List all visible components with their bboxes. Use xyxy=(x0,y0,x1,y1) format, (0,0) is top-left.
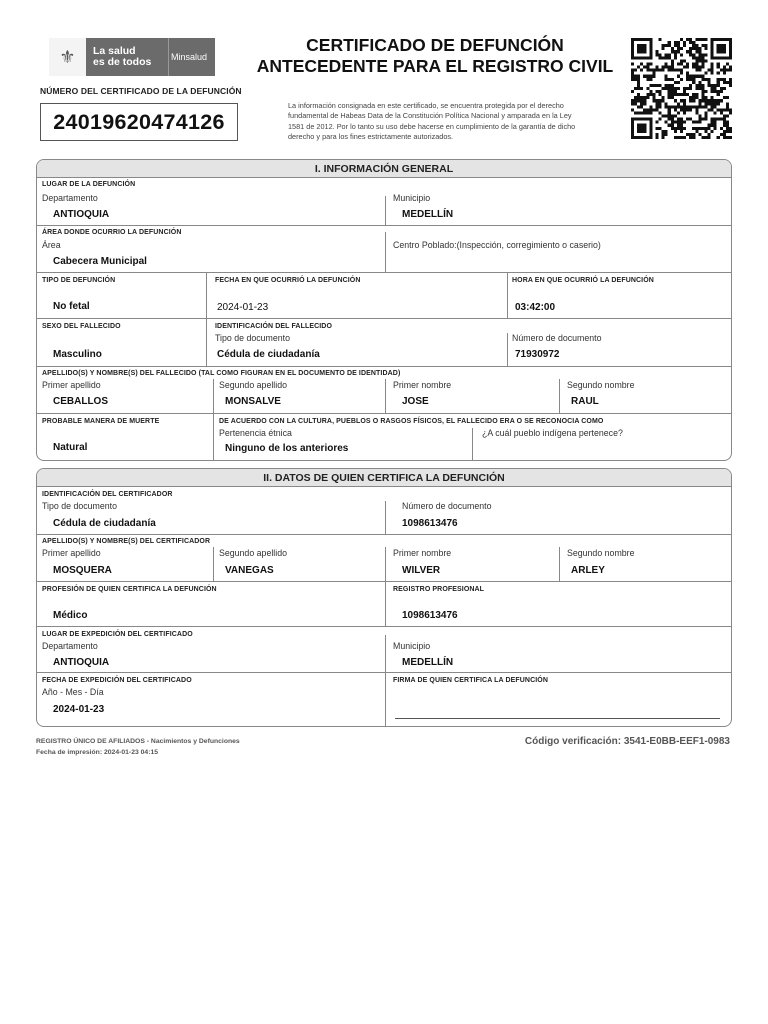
issue-date-value: 2024-01-23 xyxy=(53,704,105,715)
death-date-label: FECHA EN QUE OCURRIÓ LA DEFUNCIÓN xyxy=(215,277,361,284)
document-number-label: Número de documento xyxy=(402,501,492,511)
row-area xyxy=(37,226,731,273)
professional-registry-value: 1098613476 xyxy=(402,610,458,621)
page-title xyxy=(250,35,620,77)
sex-label: SEXO DEL FALLECIDO xyxy=(42,323,121,330)
area-label: Área xyxy=(42,240,61,250)
profession-value: Médico xyxy=(53,610,88,621)
second-name-label: Segundo nombre xyxy=(567,380,635,390)
divider xyxy=(385,582,386,626)
print-date: Fecha de impresión: 2024-01-23 04:15 xyxy=(36,749,159,756)
second-surname-label: Segundo apellido xyxy=(219,380,287,390)
divider xyxy=(385,547,386,581)
divider xyxy=(213,379,214,413)
date-format-label: Año - Mes - Día xyxy=(42,687,104,697)
department-label: Departamento xyxy=(42,641,98,651)
deceased-names-label: APELLIDO(S) Y NOMBRE(S) DEL FALLECIDO (TAL COMO FIGURAN EN EL DOCUMENTO DE IDENTIDAD) xyxy=(42,370,401,377)
logo-line2: es de todos xyxy=(93,56,152,68)
minsalud-logo xyxy=(49,38,215,76)
document-type-label: Tipo de documento xyxy=(42,501,117,511)
culture-label: DE ACUERDO CON LA CULTURA, PUEBLOS O RASGOS FÍSICOS, EL FALLECIDO ERA O SE RECONOCIA COMO xyxy=(219,418,604,425)
deceased-id-label: IDENTIFICACIÓN DEL FALLECIDO xyxy=(215,323,333,330)
section-general-info xyxy=(36,159,732,461)
certificate-number-label: NÚMERO DEL CERTIFICADO DE LA DEFUNCIÓN xyxy=(40,86,242,96)
divider xyxy=(507,333,508,366)
divider xyxy=(385,501,386,534)
professional-registry-label: REGISTRO PROFESIONAL xyxy=(393,586,485,593)
divider xyxy=(472,428,473,460)
row-manner-ethnicity xyxy=(37,414,731,460)
second-name-label: Segundo nombre xyxy=(567,548,635,558)
first-surname-label: Primer apellido xyxy=(42,548,101,558)
divider xyxy=(559,379,560,413)
document-type-label: Tipo de documento xyxy=(215,333,290,343)
second-surname-value: VANEGAS xyxy=(225,565,274,576)
first-name-label: Primer nombre xyxy=(393,380,452,390)
section-title: I. INFORMACIÓN GENERAL xyxy=(37,160,731,178)
divider xyxy=(206,273,207,318)
municipality-value: MEDELLÍN xyxy=(402,209,454,220)
verification-code: Código verificación: 3541-E0BB-EEF1-0983 xyxy=(524,736,730,747)
area-value: Cabecera Municipal xyxy=(53,256,147,267)
first-surname-label: Primer apellido xyxy=(42,380,101,390)
populated-center-label: Centro Poblado:(Inspección, corregimiento o caserio) xyxy=(393,240,601,250)
row-certifier-id xyxy=(37,487,731,535)
first-surname-value: MOSQUERA xyxy=(53,565,112,576)
coat-of-arms-icon: ⚜ xyxy=(49,38,86,76)
divider xyxy=(206,319,207,366)
death-type-label: TIPO DE DEFUNCIÓN xyxy=(42,277,116,284)
second-surname-label: Segundo apellido xyxy=(219,548,287,558)
death-time-value: 03:42:00 xyxy=(515,302,556,313)
row-certifier-names xyxy=(37,535,731,582)
department-value: ANTIOQUIA xyxy=(53,657,110,668)
signature-label: FIRMA DE QUIEN CERTIFICA LA DEFUNCIÓN xyxy=(393,677,548,684)
divider xyxy=(385,196,386,225)
row-profession xyxy=(37,582,731,627)
document-type-value: Cédula de ciudadanía xyxy=(217,349,320,360)
logo-slogan xyxy=(86,38,168,76)
row-issue-date-signature xyxy=(37,673,731,727)
section-title: II. DATOS DE QUIEN CERTIFICA LA DEFUNCIÓN xyxy=(37,469,731,487)
divider xyxy=(507,273,508,318)
manner-of-death-label: PROBABLE MANERA DE MUERTE xyxy=(42,418,160,425)
logo-ministry: Minsalud xyxy=(168,38,215,76)
death-type-value: No fetal xyxy=(53,301,90,312)
certifier-id-label: IDENTIFICACIÓN DEL CERTIFICADOR xyxy=(42,491,173,498)
title-line2: ANTECEDENTE PARA EL REGISTRO CIVIL xyxy=(256,56,614,76)
logo-line1: La salud xyxy=(93,45,136,57)
section-certifier-data xyxy=(36,468,732,727)
document-number-label: Número de documento xyxy=(512,333,602,343)
divider xyxy=(385,635,386,672)
area-section-label: ÁREA DONDE OCURRIO LA DEFUNCIÓN xyxy=(42,229,182,236)
certificate-number: 24019620474126 xyxy=(40,103,238,141)
divider xyxy=(385,379,386,413)
second-name-value: ARLEY xyxy=(571,565,605,576)
row-deceased-names xyxy=(37,367,731,414)
divider xyxy=(213,547,214,581)
death-date-value: 2024-01-23 xyxy=(217,302,269,313)
place-of-death-label: LUGAR DE LA DEFUNCIÓN xyxy=(42,181,136,188)
municipality-label: Municipio xyxy=(393,641,431,651)
divider xyxy=(385,673,386,727)
ethnicity-label: Pertenencia étnica xyxy=(219,428,292,438)
signature-line xyxy=(395,718,720,719)
municipality-value: MEDELLÍN xyxy=(402,657,454,668)
second-name-value: RAUL xyxy=(571,396,599,407)
first-name-value: WILVER xyxy=(402,565,441,576)
department-label: Departamento xyxy=(42,193,98,203)
issue-place-label: LUGAR DE EXPEDICIÓN DEL CERTIFICADO xyxy=(42,631,193,638)
row-issue-place xyxy=(37,627,731,673)
issue-date-label: FECHA DE EXPEDICIÓN DEL CERTIFICADO xyxy=(42,677,192,684)
document-number-value: 71930972 xyxy=(515,349,560,360)
sex-value: Masculino xyxy=(53,349,102,360)
manner-of-death-value: Natural xyxy=(53,442,88,453)
qr-code-icon xyxy=(631,38,732,139)
first-name-label: Primer nombre xyxy=(393,548,452,558)
indigenous-people-label: ¿A cuál pueblo indígena pertenece? xyxy=(482,428,623,438)
row-sex-identification xyxy=(37,319,731,367)
privacy-disclaimer: La información consignada en este certificado, se encuentra protegida por el derecho fundamental de Habeas Data de la Constitución Política Nacional y amparada en la Ley 1581 de 2012. Por lo tanto su uso debe hacerse en cumplimiento de la garantía de dicho derecho y para los fines estrictamente autorizados. xyxy=(288,101,576,141)
profession-label: PROFESIÓN DE QUIEN CERTIFICA LA DEFUNCIÓN xyxy=(42,586,217,593)
divider xyxy=(385,232,386,272)
divider xyxy=(213,414,214,460)
municipality-label: Municipio xyxy=(393,193,431,203)
row-type-date-time xyxy=(37,273,731,319)
first-name-value: JOSE xyxy=(402,396,429,407)
ethnicity-value: Ninguno de los anteriores xyxy=(225,443,349,454)
document-type-value: Cédula de ciudadanía xyxy=(53,518,156,529)
certifier-names-label: APELLIDO(S) Y NOMBRE(S) DEL CERTIFICADOR xyxy=(42,538,211,545)
first-surname-value: CEBALLOS xyxy=(53,396,108,407)
department-value: ANTIOQUIA xyxy=(53,209,110,220)
document-number-value: 1098613476 xyxy=(402,518,458,529)
second-surname-value: MONSALVE xyxy=(225,396,281,407)
title-line1: CERTIFICADO DE DEFUNCIÓN xyxy=(306,35,564,55)
row-place-of-death xyxy=(37,178,731,226)
death-time-label: HORA EN QUE OCURRIÓ LA DEFUNCIÓN xyxy=(512,277,654,284)
registry-name: REGISTRO ÚNICO DE AFILIADOS - Nacimientos y Defunciones xyxy=(36,738,240,745)
divider xyxy=(559,547,560,581)
